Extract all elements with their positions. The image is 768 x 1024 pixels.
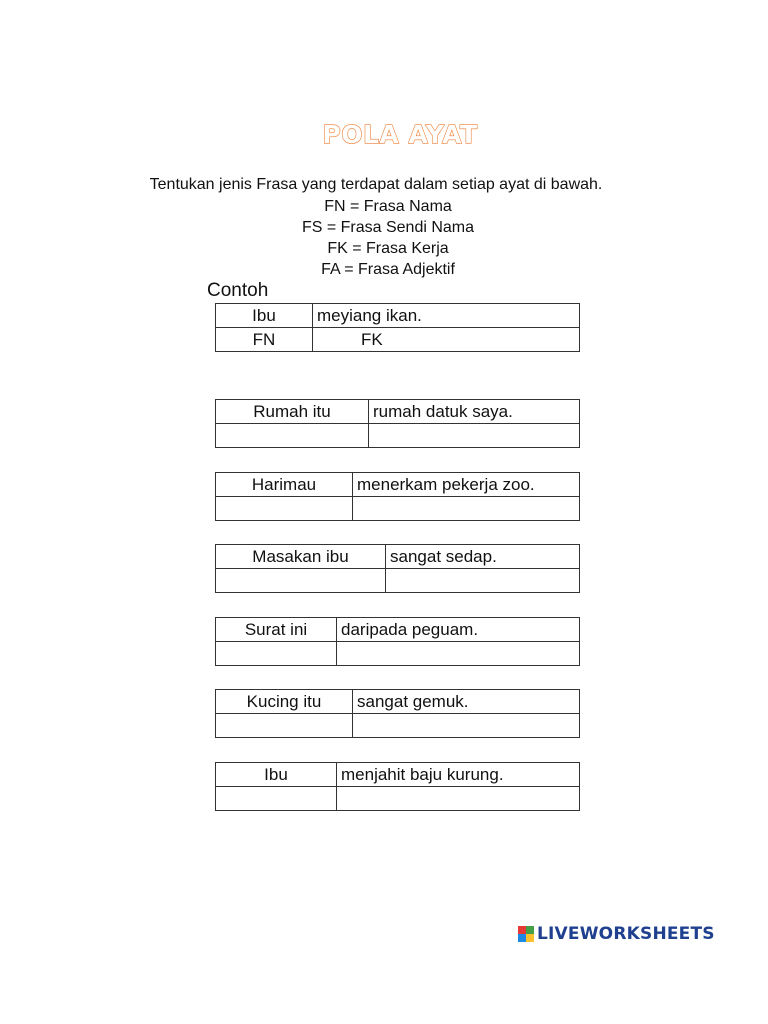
question-predicate: sangat gemuk.: [353, 690, 580, 714]
legend-item-fs: FS = Frasa Sendi Nama: [301, 219, 475, 236]
example-predicate-answer: FK: [313, 328, 580, 352]
subject-answer-cell[interactable]: [216, 642, 337, 666]
question-subject: Rumah itu: [216, 400, 369, 424]
question-table-3: [215, 544, 580, 593]
table-row: [216, 400, 580, 424]
example-subject: Ibu: [216, 304, 313, 328]
liveworksheets-logo-icon: [518, 926, 534, 942]
instruction-text: Tentukan jenis Frasa yang terdapat dalam setiap ayat di bawah.: [149, 176, 603, 193]
predicate-answer-cell[interactable]: [337, 787, 580, 811]
legend-item-fn: FN = Frasa Nama: [324, 198, 452, 215]
logo-square-green: [526, 926, 534, 934]
table-row: [216, 545, 580, 569]
question-predicate: menerkam pekerja zoo.: [353, 473, 580, 497]
liveworksheets-logo: [518, 924, 715, 944]
page-title: POLA AYAT: [322, 120, 478, 149]
predicate-answer-cell[interactable]: [337, 642, 580, 666]
table-row: [216, 618, 580, 642]
question-predicate: menjahit baju kurung.: [337, 763, 580, 787]
predicate-answer-cell[interactable]: [353, 714, 580, 738]
legend: [0, 196, 768, 280]
answer-row: [216, 714, 580, 738]
question-subject: Masakan ibu: [216, 545, 386, 569]
table-row: [216, 473, 580, 497]
answer-row: [216, 787, 580, 811]
question-table-6: [215, 762, 580, 811]
logo-square-red: [518, 926, 526, 934]
question-predicate: daripada peguam.: [337, 618, 580, 642]
subject-answer-cell[interactable]: [216, 497, 353, 521]
question-table-2: [215, 472, 580, 521]
answer-row: [216, 642, 580, 666]
legend-item-fk: FK = Frasa Kerja: [327, 240, 449, 257]
question-subject: Surat ini: [216, 618, 337, 642]
question-subject: Harimau: [216, 473, 353, 497]
subject-answer-cell[interactable]: [216, 424, 369, 448]
predicate-answer-cell[interactable]: [386, 569, 580, 593]
question-predicate: rumah datuk saya.: [369, 400, 580, 424]
answer-row: [216, 569, 580, 593]
example-predicate: meyiang ikan.: [313, 304, 580, 328]
table-row: [216, 763, 580, 787]
legend-item-fa: FA = Frasa Adjektif: [321, 261, 455, 278]
table-row: [216, 690, 580, 714]
table-row: [216, 304, 580, 328]
subject-answer-cell[interactable]: [216, 569, 386, 593]
question-table-1: [215, 399, 580, 448]
answer-row: [216, 497, 580, 521]
logo-square-yellow: [526, 934, 534, 942]
question-table-4: [215, 617, 580, 666]
question-subject: Ibu: [216, 763, 337, 787]
question-predicate: sangat sedap.: [386, 545, 580, 569]
example-label: Contoh: [207, 280, 269, 301]
subject-answer-cell[interactable]: [216, 787, 337, 811]
predicate-answer-cell[interactable]: [369, 424, 580, 448]
brand-name: LIVEWORKSHEETS: [537, 924, 715, 944]
logo-square-blue: [518, 934, 526, 942]
question-table-5: [215, 689, 580, 738]
example-subject-answer: FN: [216, 328, 313, 352]
table-row: [216, 328, 580, 352]
predicate-answer-cell[interactable]: [353, 497, 580, 521]
example-table: [215, 303, 580, 352]
question-subject: Kucing itu: [216, 690, 353, 714]
subject-answer-cell[interactable]: [216, 714, 353, 738]
answer-row: [216, 424, 580, 448]
